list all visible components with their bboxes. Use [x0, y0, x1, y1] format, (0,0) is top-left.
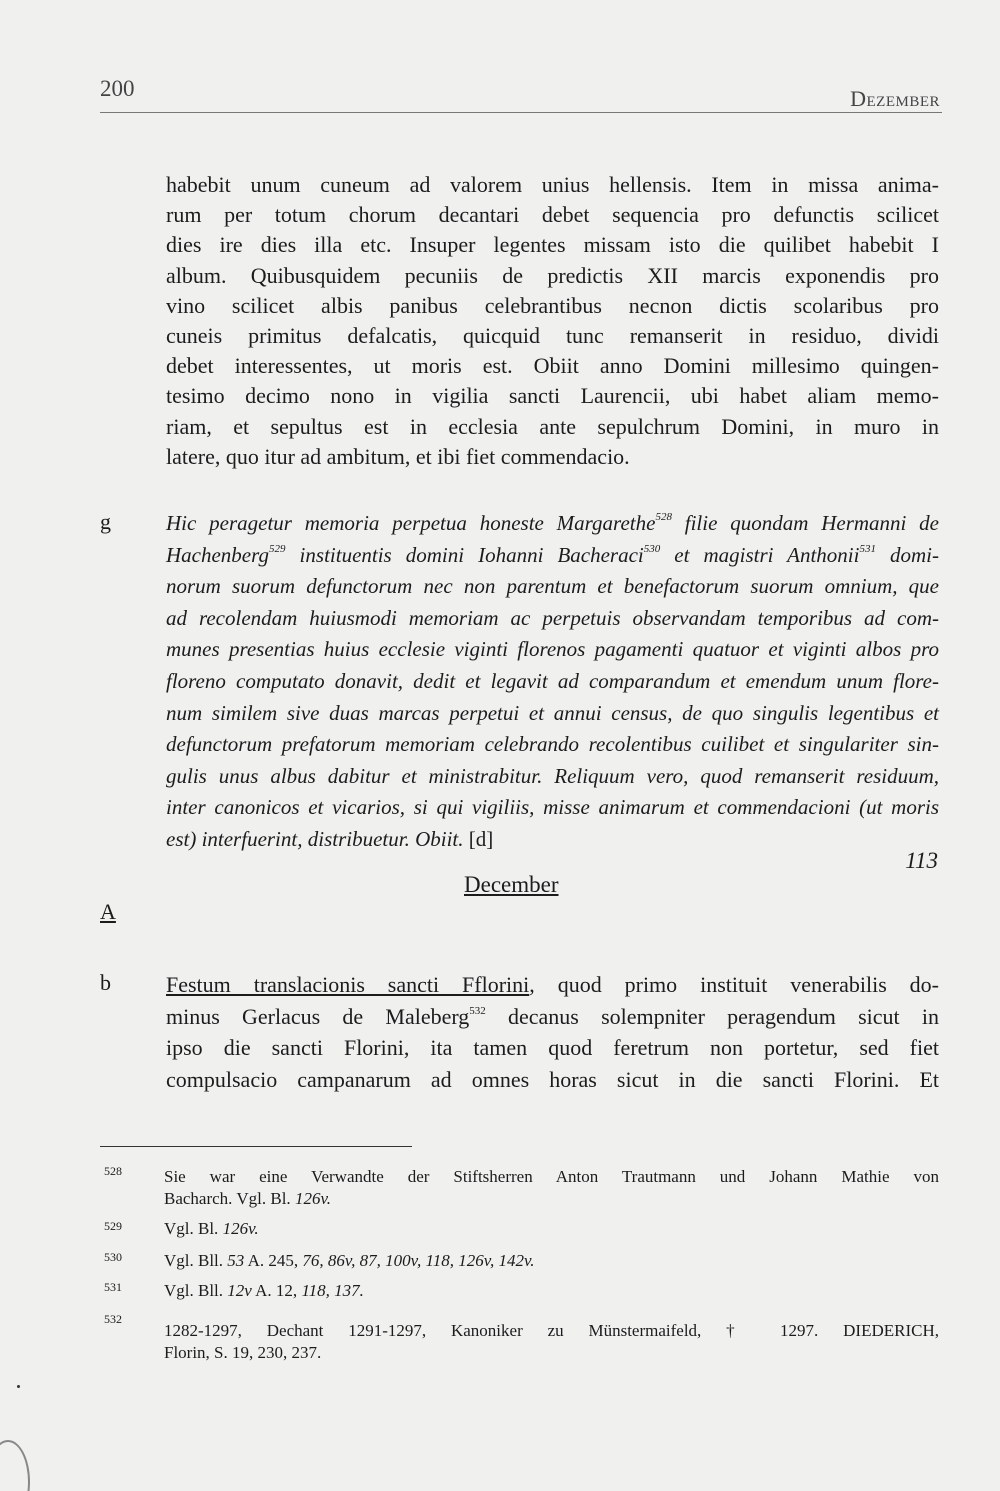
- marginal-number: 113: [905, 848, 938, 873]
- footnote-530: Vgl. Bll. 53 A. 245, 76, 86v, 87, 100v, 118, 126v, 142v.: [164, 1251, 535, 1270]
- text-line: ipso die sancti Florini, ita tamen quod feretrum non portetur, sed fiet: [166, 1035, 939, 1061]
- footnote-ref: 529: [269, 542, 286, 555]
- text-line: minus Gerlacus de Maleberg$^{532}$ decanus solempniter peragendum sicut in: [166, 1003, 939, 1029]
- footnote-528: Sie war eine Verwandte der Stiftsherren Anton Trautmann und Johann Mathie von Bacharch. Vgl. Bl. 126v.: [164, 1167, 939, 1208]
- text-line: tesimo decimo nono in vigilia sancti Laurencii, ubi habet aliam memo-: [166, 383, 939, 409]
- footnote-number: 528: [104, 1164, 122, 1178]
- text-line: habebit unum cuneum ad valorem unius hellensis. Item in missa anima-: [166, 172, 939, 197]
- text-line: riam, et sepultus est in ecclesia ante sepulchrum Domini, in muro in: [166, 413, 939, 439]
- text-line: inter canonicos et vicarios, si qui vigiliis, misse animarum et commendacioni (ut moris: [166, 795, 939, 820]
- entry-main-paragraph: [166, 170, 939, 472]
- entry-b-paragraph: [166, 970, 939, 1097]
- header-rule: [100, 112, 942, 113]
- month-heading: December: [464, 872, 559, 897]
- text-line: floreno computato donavit, dedit et legavit ad comparandum et emendum unum flore-: [166, 668, 939, 693]
- stray-dot: [17, 1385, 20, 1388]
- footnote-ref: 528: [655, 511, 672, 523]
- text-line: latere, quo itur ad ambitum, et ibi fiet commendacio.: [166, 443, 630, 469]
- footnote-529: Vgl. Bl. 126v.: [164, 1219, 259, 1238]
- text-line: cuneis primitus defalcatis, quicquid tunc remanserit in residuo, dividi: [166, 322, 939, 348]
- binding-edge: [0, 1440, 30, 1491]
- text-line: Hic peragetur memoria perpetua honeste Margarethe$^{528}$ filie quondam Hermanni de: [166, 511, 939, 535]
- calendar-letter-A: A: [100, 899, 116, 924]
- footnote-531: Vgl. Bll. 12v A. 12, 118, 137.: [164, 1281, 364, 1300]
- footnote-number: 529: [104, 1219, 122, 1233]
- text-line: num similem sive duas marcas perpetui et annui census, de quo singulis legentibus et: [166, 700, 939, 725]
- text-line: ad recolendam huiusmodi memoriam ac perpetuis observandam temporibus ad com-: [166, 605, 939, 630]
- text-line: rum per totum chorum decantari debet sequencia pro defunctis scilicet: [166, 202, 939, 228]
- calendar-letter-b: b: [100, 970, 111, 995]
- text-line: gulis unus albus dabitur et ministrabitur. Reliquum vero, quod remanserit residuum,: [166, 763, 939, 788]
- text-line: Hachenberg$^{529}$ instituentis domini Iohanni Bacheraci$^{530}$ et magistri Anthonii$^{531}$ domi-: [166, 542, 939, 567]
- feast-title: Festum translacionis sancti Fflorini: [166, 972, 530, 997]
- running-title: Dezember: [850, 86, 940, 111]
- text-line: defunctorum prefatorum memoriam celebrando recolentibus cuilibet et singulariter sin-: [166, 732, 939, 757]
- text-line: album. Quibusquidem pecuniis de predictis XII marcis exponendis pro: [166, 262, 939, 288]
- footnote-number: 530: [104, 1250, 122, 1264]
- footnote-532: 1282-1297, Dechant 1291-1297, Kanoniker zu Münstermaifeld, † 1297. DIEDERICH, Florin, S. 19, 230, 237.: [164, 1321, 939, 1362]
- footnote-number: 531: [104, 1280, 122, 1294]
- entry-g-paragraph: [166, 508, 939, 856]
- text-line: vino scilicet albis panibus celebrantibus necnon dictis scolaribus pro: [166, 292, 939, 318]
- page-number: 200: [100, 76, 135, 101]
- text-line: debet interessentes, ut moris est. Obiit anno Domini millesimo quingen-: [166, 353, 939, 379]
- calendar-letter-g: g: [100, 509, 111, 534]
- text-line: est) interfuerint, distribuetur. Obiit. [d]: [166, 826, 494, 851]
- text-line: Festum translacionis sancti Fflorini, quod primo instituit venerabilis do-: [166, 972, 939, 997]
- text-line: dies ire dies illa etc. Insuper legentes missam isto die quilibet habebit I: [166, 232, 939, 258]
- text-line: compulsacio campanarum ad omnes horas sicut in die sancti Florini. Et: [166, 1067, 939, 1093]
- footnote-ref: 532: [469, 1004, 486, 1017]
- text-line: munes presentias huius ecclesie viginti florenos pagamenti quatuor et viginti albos pro: [166, 637, 939, 662]
- footnote-number: 532: [104, 1312, 122, 1326]
- text-line: norum suorum defunctorum nec non parentum et benefactorum suorum omnium, que: [166, 574, 939, 599]
- footnote-rule: [100, 1146, 412, 1147]
- footnote-ref: 531: [859, 542, 876, 555]
- footnote-ref: 530: [643, 542, 661, 555]
- editorial-mark: [d]: [468, 826, 494, 851]
